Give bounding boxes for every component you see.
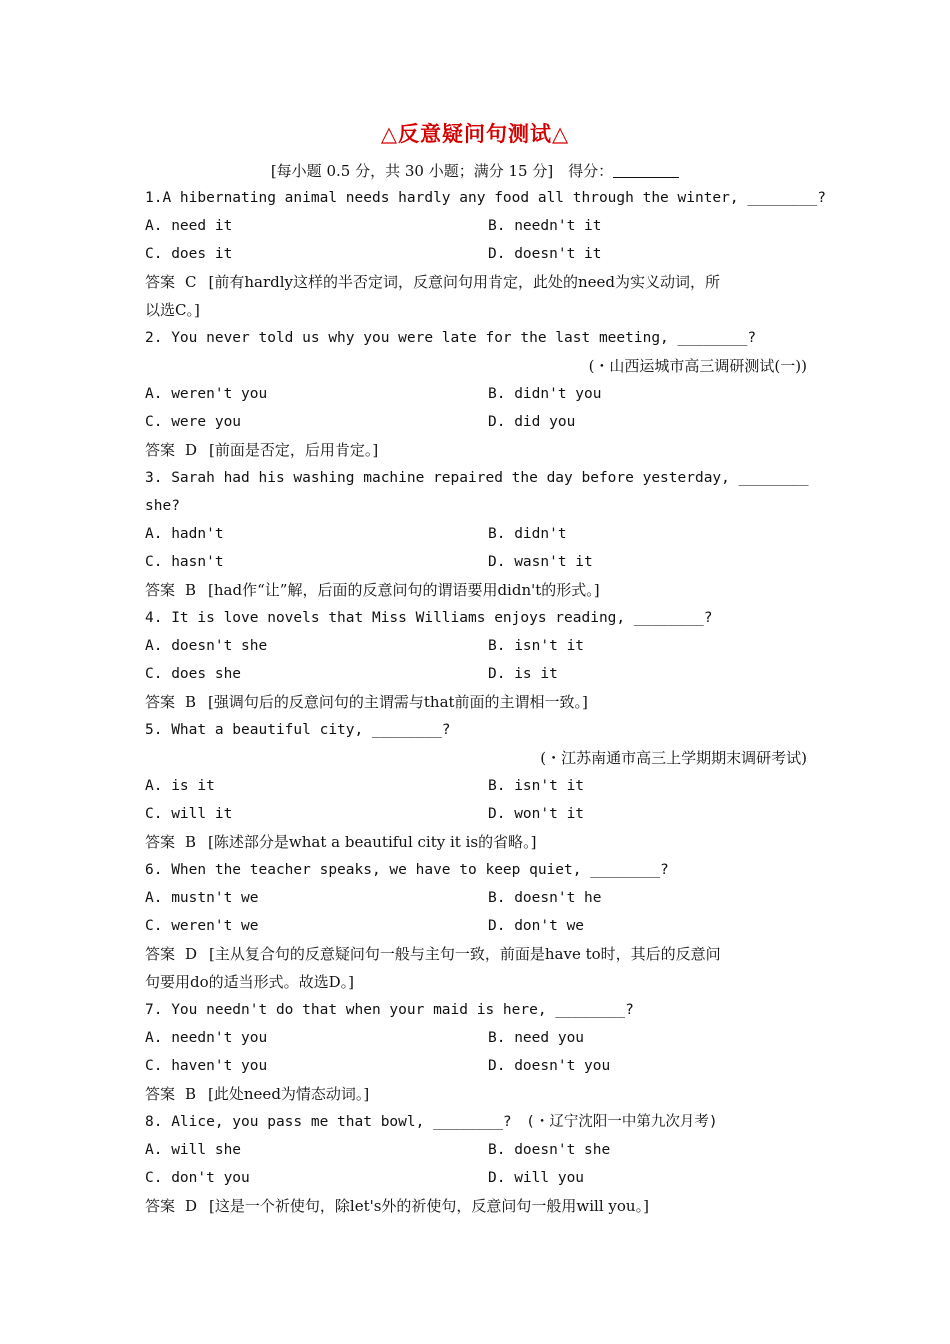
answer-explanation-continued: 句要用do的适当形式。故选D。] bbox=[145, 973, 355, 991]
option-c: C. will it bbox=[145, 806, 233, 822]
question-list bbox=[145, 184, 826, 1220]
option-b: B. doesn't she bbox=[488, 1142, 611, 1158]
score-header-text: [每小题 0.5 分，共 30 小题；满分 15 分] 得分： bbox=[270, 162, 614, 180]
question-stem: 6. When the teacher speaks, we have to keep quiet, ________? bbox=[145, 862, 669, 878]
question-1 bbox=[145, 184, 826, 324]
question-2 bbox=[145, 324, 807, 464]
option-a: A. is it bbox=[145, 778, 215, 794]
options-row bbox=[145, 1136, 807, 1164]
option-c: C. were you bbox=[145, 414, 242, 430]
answer-key: D bbox=[185, 441, 198, 459]
question-3 bbox=[145, 464, 807, 604]
option-d: D. will you bbox=[488, 1170, 585, 1186]
option-c: C. does she bbox=[145, 666, 242, 682]
option-d: D. is it bbox=[488, 666, 558, 682]
options-row bbox=[145, 632, 807, 660]
option-d: D. doesn't it bbox=[488, 246, 602, 262]
option-a: A. mustn't we bbox=[145, 890, 259, 906]
answer-key: B bbox=[185, 581, 197, 599]
answer-label: 答案 bbox=[145, 693, 176, 711]
answer-label: 答案 bbox=[145, 833, 176, 851]
option-d: D. wasn't it bbox=[488, 554, 593, 570]
option-b: B. didn't you bbox=[488, 386, 602, 402]
answer-explanation: [had作“让”解，后面的反意问句的谓语要用didn't的形式。] bbox=[208, 581, 600, 599]
options-row bbox=[145, 1024, 807, 1052]
answer-label: 答案 bbox=[145, 945, 176, 963]
options-row bbox=[145, 1052, 807, 1080]
options-row bbox=[145, 1164, 807, 1192]
options-row bbox=[145, 548, 807, 576]
question-8 bbox=[145, 1108, 807, 1220]
score-blank bbox=[613, 163, 679, 178]
option-a: A. doesn't she bbox=[145, 638, 268, 654]
answer-label: 答案 bbox=[145, 581, 176, 599]
question-stem: 4. It is love novels that Miss Williams enjoys reading, ________? bbox=[145, 610, 713, 626]
options-row bbox=[145, 520, 807, 548]
answer-key: D bbox=[185, 1197, 198, 1215]
options-row bbox=[145, 660, 807, 688]
question-4 bbox=[145, 604, 807, 716]
option-d: D. don't we bbox=[488, 918, 585, 934]
option-c: C. hasn't bbox=[145, 554, 224, 570]
question-stem: 7. You needn't do that when your maid is here, ________? bbox=[145, 1002, 634, 1018]
answer-key: B bbox=[185, 833, 197, 851]
answer-explanation: [此处need为情态动词。] bbox=[208, 1085, 370, 1103]
question-5 bbox=[145, 716, 807, 856]
answer-line bbox=[145, 1080, 807, 1108]
answer-key: B bbox=[185, 693, 197, 711]
options-row bbox=[145, 884, 807, 912]
option-c: C. haven't you bbox=[145, 1058, 268, 1074]
answer-key: D bbox=[185, 945, 198, 963]
option-a: A. need it bbox=[145, 218, 233, 234]
option-a: A. will she bbox=[145, 1142, 242, 1158]
answer-explanation: [主从复合句的反意疑问句一般与主句一致，前面是have to时，其后的反意问 bbox=[209, 945, 721, 963]
answer-explanation-continued: 以选C。] bbox=[145, 301, 200, 319]
page-title: △反意疑问句测试△ bbox=[380, 121, 570, 146]
answer-explanation: [前有hardly这样的半否定词，反意问句用肯定，此处的need为实义动词，所 bbox=[208, 273, 721, 291]
answer-label: 答案 bbox=[145, 1085, 176, 1103]
answer-line bbox=[145, 688, 807, 716]
answer-line bbox=[145, 268, 807, 296]
option-d: D. did you bbox=[488, 414, 576, 430]
option-a: A. needn't you bbox=[145, 1030, 268, 1046]
options-row bbox=[145, 408, 807, 436]
option-b: B. doesn't he bbox=[488, 890, 602, 906]
option-a: A. weren't you bbox=[145, 386, 268, 402]
option-c: C. don't you bbox=[145, 1170, 250, 1186]
question-stem: 8. Alice, you pass me that bowl, ________? (・辽宁沈阳一中第九次月考) bbox=[145, 1114, 718, 1130]
question-source: (・山西运城市高三调研测试(一)) bbox=[588, 357, 807, 375]
question-stem: 1.A hibernating animal needs hardly any food all through the winter, ________? bbox=[145, 190, 826, 206]
options-row bbox=[145, 800, 807, 828]
question-stem: 2. You never told us why you were late for the last meeting, ________? bbox=[145, 330, 757, 346]
question-stem: 5. What a beautiful city, ________? bbox=[145, 722, 451, 738]
answer-explanation: [陈述部分是what a beautiful city it is的省略。] bbox=[208, 833, 537, 851]
answer-label: 答案 bbox=[145, 1197, 176, 1215]
option-a: A. hadn't bbox=[145, 526, 224, 542]
option-c: C. weren't we bbox=[145, 918, 259, 934]
answer-explanation: [强调句后的反意问句的主谓需与that前面的主谓相一致。] bbox=[208, 693, 588, 711]
options-row bbox=[145, 240, 807, 268]
answer-explanation: [前面是否定，后用肯定。] bbox=[209, 441, 379, 459]
options-row bbox=[145, 380, 807, 408]
option-b: B. isn't it bbox=[488, 778, 585, 794]
score-header bbox=[0, 160, 950, 181]
option-b: B. isn't it bbox=[488, 638, 585, 654]
option-b: B. didn't bbox=[488, 526, 567, 542]
answer-line bbox=[145, 940, 807, 968]
question-stem: 3. Sarah had his washing machine repaired the day before yesterday, ________ bbox=[145, 470, 809, 486]
answer-key: C bbox=[185, 273, 197, 291]
options-row bbox=[145, 212, 807, 240]
answer-explanation: [这是一个祈使句，除let's外的祈使句，反意问句一般用will you。] bbox=[209, 1197, 649, 1215]
options-row bbox=[145, 772, 807, 800]
answer-line bbox=[145, 576, 807, 604]
option-b: B. need you bbox=[488, 1030, 585, 1046]
answer-label: 答案 bbox=[145, 273, 176, 291]
option-d: D. doesn't you bbox=[488, 1058, 611, 1074]
answer-line bbox=[145, 436, 807, 464]
question-stem-continued: she? bbox=[145, 498, 180, 514]
option-c: C. does it bbox=[145, 246, 233, 262]
answer-key: B bbox=[185, 1085, 197, 1103]
answer-label: 答案 bbox=[145, 441, 176, 459]
option-d: D. won't it bbox=[488, 806, 585, 822]
question-source: (・江苏南通市高三上学期期末调研考试) bbox=[540, 749, 807, 767]
question-6 bbox=[145, 856, 807, 996]
question-7 bbox=[145, 996, 807, 1108]
answer-line bbox=[145, 828, 807, 856]
options-row bbox=[145, 912, 807, 940]
answer-line bbox=[145, 1192, 807, 1220]
option-b: B. needn't it bbox=[488, 218, 602, 234]
